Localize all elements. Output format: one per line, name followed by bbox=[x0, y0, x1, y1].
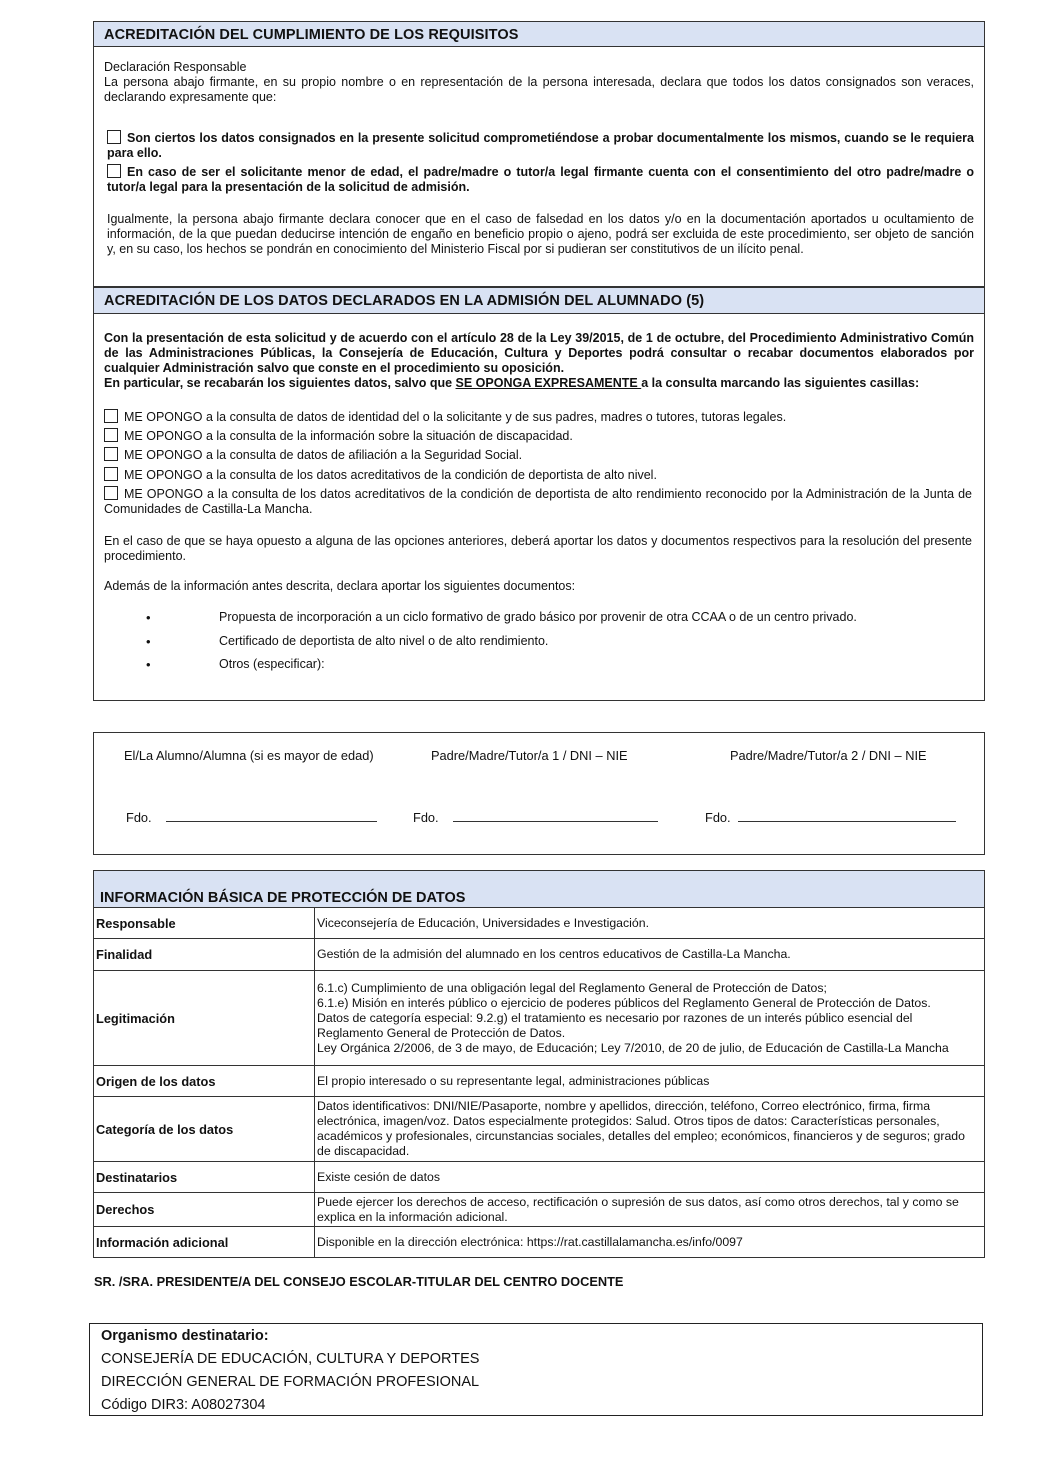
table-row bbox=[94, 1097, 985, 1162]
fdo-label: Fdo. bbox=[413, 810, 439, 825]
acreditacion-intro: Con la presentación de esta solicitud y de acuerdo con el artículo 28 de la Ley 39/2015, de 1 de octubre, del Procedimiento Administrativo Común de las Administraciones Públicas, la Consejería de Educación, Cultura y Deportes podrá consultar o recabar documentos elaborados por cualquier Administración salvo que conste en el procedimiento su oposición. bbox=[104, 331, 974, 375]
signature-line[interactable] bbox=[166, 809, 377, 822]
table-row bbox=[94, 908, 985, 939]
fdo-label: Fdo. bbox=[126, 810, 152, 825]
opongo-label: ME OPONGO a la consulta de datos de identidad del o la solicitante y de sus padres, madres o tutores, tutoras legales. bbox=[124, 410, 787, 424]
checkbox-opongo-discapacidad[interactable] bbox=[104, 428, 118, 442]
firma-alumno-field[interactable] bbox=[126, 809, 377, 825]
row-value: El propio interesado o su representante legal, administraciones públicas bbox=[315, 1066, 985, 1097]
bullet-icon: • bbox=[146, 610, 151, 625]
firma-tutor1-field[interactable] bbox=[413, 809, 658, 825]
row-label: Legitimación bbox=[94, 971, 315, 1066]
presidente-label: SR. /SRA. PRESIDENTE/A DEL CONSEJO ESCOLAR-TITULAR DEL CENTRO DOCENTE bbox=[94, 1274, 624, 1289]
check-item-veracidad bbox=[107, 130, 974, 161]
fdo-label: Fdo. bbox=[705, 810, 731, 825]
opongo-label: ME OPONGO a la consulta de los datos acreditativos de la condición de deportista de alto nivel. bbox=[124, 468, 657, 482]
firma-tutor1-label: Padre/Madre/Tutor/a 1 / DNI – NIE bbox=[431, 748, 628, 763]
checkbox-opongo-seguridad-social[interactable] bbox=[104, 447, 118, 461]
documento-item bbox=[146, 634, 946, 650]
firma-tutor2-label: Padre/Madre/Tutor/a 2 / DNI – NIE bbox=[730, 748, 927, 763]
organismo-line1: CONSEJERÍA DE EDUCACIÓN, CULTURA Y DEPORTES bbox=[101, 1351, 480, 1367]
table-row bbox=[94, 1162, 985, 1193]
firma-tutor2-field[interactable] bbox=[705, 809, 956, 825]
check-label-consentimiento: En caso de ser el solicitante menor de edad, el padre/madre o tutor/a legal firmante cuenta con el consentimiento del otro padre/madre o tutor/a legal para la presentación de la solicitud de admisión. bbox=[107, 165, 974, 194]
signature-line[interactable] bbox=[738, 809, 956, 822]
declaracion-title: Declaración Responsable bbox=[104, 60, 247, 74]
ademas-text: Además de la información antes descrita, declara aportar los siguientes documentos: bbox=[104, 579, 576, 593]
falsedad-text: Igualmente, la persona abajo firmante declara conocer que en el caso de falsedad en los datos y/o en la documentación aportados u ocultamiento de información, de la que puedan deducirse intención de engaño en beneficio propio o ajeno, podrá ser excluida de este procedimiento, ser objeto de sanción y, en su caso, los hechos se pondrán en conocimiento del Ministerio Fiscal por si pudieran ser constitutivos de un ilícito penal. bbox=[107, 212, 974, 256]
opuesto-text: En el caso de que se haya opuesto a alguna de las opciones anteriores, deberá aportar los datos y documentos respectivos para la resolución del presente procedimiento. bbox=[104, 534, 972, 563]
row-value bbox=[315, 1227, 985, 1258]
opongo-item-identidad bbox=[104, 409, 974, 425]
proteccion-table bbox=[93, 907, 985, 1258]
organismo-line2: DIRECCIÓN GENERAL DE FORMACIÓN PROFESIONAL bbox=[101, 1374, 480, 1390]
opongo-label: ME OPONGO a la consulta de datos de afiliación a la Seguridad Social. bbox=[124, 448, 523, 462]
row-label: Destinatarios bbox=[94, 1162, 315, 1193]
bullet-icon: • bbox=[146, 657, 151, 672]
proteccion-header: INFORMACIÓN BÁSICA DE PROTECCIÓN DE DATOS bbox=[100, 890, 466, 906]
info-link[interactable]: Disponible en la dirección electrónica: https://rat.castillalamancha.es/info/0097 bbox=[317, 1234, 743, 1249]
row-value: Datos identificativos: DNI/NIE/Pasaporte, nombre y apellidos, dirección, teléfono, Correo electrónico, firma, firma electrónica, imagen/voz. Datos especialmente protegidos: Salud. Otros tipos de datos: Características personales, académicos y profesionales, circunstancias sociales, detalles del empleo; económicos, financieros y de seguros; grado de discapacidad. bbox=[315, 1097, 985, 1162]
checkbox-opongo-alto-rendimiento[interactable] bbox=[104, 486, 118, 500]
opongo-label: ME OPONGO a la consulta de la información sobre la situación de discapacidad. bbox=[124, 429, 573, 443]
documento-item bbox=[146, 610, 946, 626]
firma-alumno-label: El/La Alumno/Alumna (si es mayor de edad) bbox=[124, 748, 374, 763]
declaracion-intro: La persona abajo firmante, en su propio nombre o en representación de la persona interesada, declara que todos los datos consignados son veraces, declarando expresamente que: bbox=[104, 75, 974, 104]
row-value: Puede ejercer los derechos de acceso, rectificación o supresión de sus datos, así como otros derechos, tal y como se explica en la información adicional. bbox=[315, 1193, 985, 1227]
opongo-label: ME OPONGO a la consulta de los datos acreditativos de la condición de deportista de alto rendimiento reconocido por la Administración de la Junta de Comunidades de Castilla-La Mancha. bbox=[104, 487, 972, 516]
row-label: Origen de los datos bbox=[94, 1066, 315, 1097]
opongo-item-seguridad-social bbox=[104, 447, 974, 463]
check-item-consentimiento bbox=[107, 164, 974, 195]
proteccion-header-box bbox=[93, 870, 985, 908]
row-label: Categoría de los datos bbox=[94, 1097, 315, 1162]
acreditacion-particular bbox=[104, 376, 974, 391]
opongo-item-discapacidad bbox=[104, 428, 974, 444]
documento-label: Otros (especificar): bbox=[219, 657, 325, 671]
documento-item bbox=[146, 657, 946, 673]
particular-post: a la consulta marcando las siguientes casillas: bbox=[641, 376, 920, 390]
row-value: Gestión de la admisión del alumnado en los centros educativos de Castilla-La Mancha. bbox=[315, 939, 985, 971]
requisitos-header: ACREDITACIÓN DEL CUMPLIMIENTO DE LOS REQUISITOS bbox=[94, 22, 984, 47]
documento-label: Propuesta de incorporación a un ciclo formativo de grado básico por provenir de otra CCAA o de un centro privado. bbox=[219, 610, 857, 624]
checkbox-opongo-identidad[interactable] bbox=[104, 409, 118, 423]
bullet-icon: • bbox=[146, 634, 151, 649]
table-row bbox=[94, 1193, 985, 1227]
acreditacion-header: ACREDITACIÓN DE LOS DATOS DECLARADOS EN LA ADMISIÓN DEL ALUMNADO (5) bbox=[94, 287, 984, 314]
table-row bbox=[94, 1066, 985, 1097]
signature-line[interactable] bbox=[453, 809, 658, 822]
documento-label: Certificado de deportista de alto nivel o de alto rendimiento. bbox=[219, 634, 549, 648]
row-label: Derechos bbox=[94, 1193, 315, 1227]
table-row bbox=[94, 939, 985, 971]
opongo-item-alto-nivel bbox=[104, 467, 974, 483]
table-row bbox=[94, 971, 985, 1066]
checkbox-consentimiento[interactable] bbox=[107, 164, 121, 178]
particular-underlined: SE OPONGA EXPRESAMENTE bbox=[455, 376, 642, 390]
row-label: Finalidad bbox=[94, 939, 315, 971]
checkbox-veracidad[interactable] bbox=[107, 130, 121, 144]
row-label: Información adicional bbox=[94, 1227, 315, 1258]
table-row bbox=[94, 1227, 985, 1258]
row-value: 6.1.c) Cumplimiento de una obligación legal del Reglamento General de Protección de Datos; 6.1.e) Misión en interés público o ejercicio de poderes públicos del Reglamento General de Protección de Datos. Datos de categoría especial: 9.2.g) el tratamiento es necesario por razones de un interés público esencial del Reglamento General de Protección de Datos. Ley Orgánica 2/2006, de 3 de mayo, de Educación; Ley 7/2010, de 20 de julio, de Educación de Castilla-La Mancha bbox=[315, 971, 985, 1066]
organismo-line3: Código DIR3: A08027304 bbox=[101, 1397, 266, 1413]
row-value: Viceconsejería de Educación, Universidades e Investigación. bbox=[315, 908, 985, 939]
check-label-veracidad: Son ciertos los datos consignados en la presente solicitud comprometiéndose a probar documentalmente los mismos, cuando se le requiera para ello. bbox=[107, 131, 974, 160]
row-label: Responsable bbox=[94, 908, 315, 939]
particular-pre: En particular, se recabarán los siguientes datos, salvo que bbox=[104, 376, 456, 390]
opongo-item-alto-rendimiento bbox=[104, 486, 972, 517]
checkbox-opongo-alto-nivel[interactable] bbox=[104, 467, 118, 481]
row-value: Existe cesión de datos bbox=[315, 1162, 985, 1193]
organismo-title: Organismo destinatario: bbox=[101, 1328, 269, 1344]
